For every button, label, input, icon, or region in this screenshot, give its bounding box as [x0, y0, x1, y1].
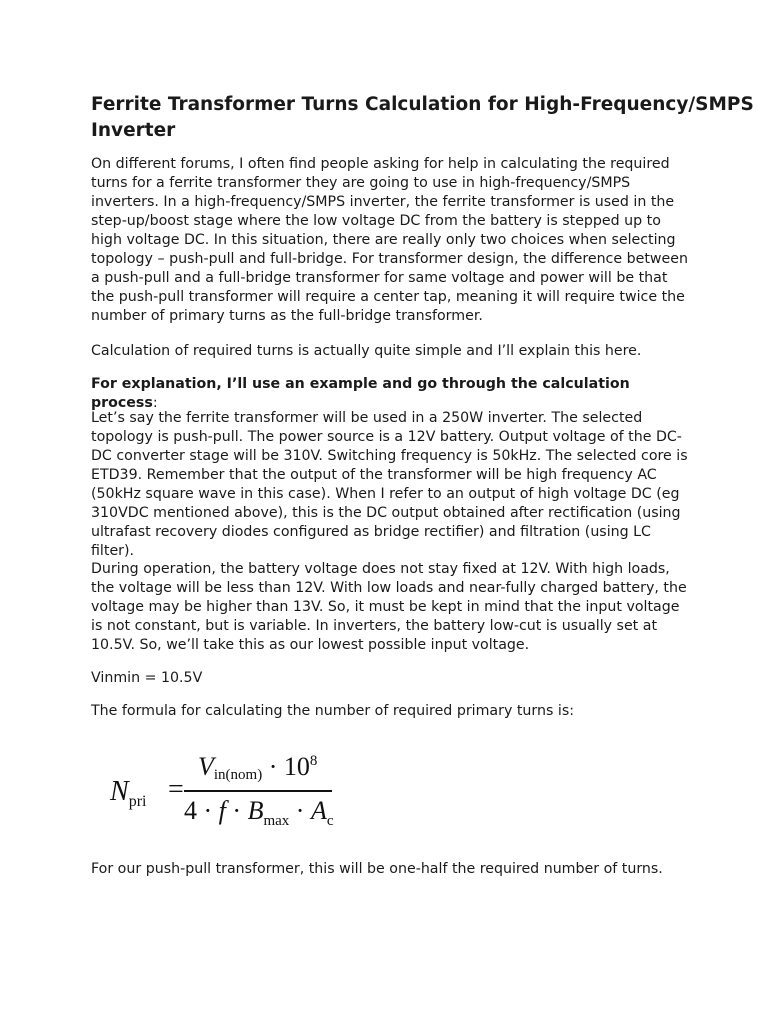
explanation-heading	[91, 375, 681, 413]
operation-paragraph	[91, 560, 687, 655]
text-line: filter).	[91, 543, 135, 559]
text-line: Calculation of required turns is actually quite simple and I’ll explain this here.	[91, 343, 642, 359]
title-line: Inverter	[91, 120, 176, 141]
vinmin-line	[91, 669, 681, 688]
text-line: Vinmin = 10.5V	[91, 670, 203, 686]
formula-denominator: $4 \cdot f \cdot B_{max} \cdot A_c$	[184, 796, 334, 829]
formula-intro	[91, 702, 681, 721]
text-line: For our push-pull transformer, this will be one-half the required number of turns.	[91, 861, 663, 877]
text-line: ultrafast recovery diodes configured as bridge rectifier) and filtration (using LC	[91, 524, 651, 540]
text-line: Let’s say the ferrite transformer will be used in a 250W inverter. The selected	[91, 410, 643, 426]
formula-equals: =	[168, 774, 184, 805]
text-line: turns for a ferrite transformer they are going to use in high-frequency/SMPS	[91, 175, 631, 191]
formula-numerator: $V_{in(nom)} \cdot 10^8$	[198, 752, 318, 783]
calculation-paragraph	[91, 342, 681, 361]
text-line: the push-pull transformer will require a center tap, meaning it will require twice the	[91, 289, 685, 305]
heading-line: For explanation, I’ll use an example and go through the calculation	[91, 376, 630, 392]
document-title	[91, 92, 754, 144]
text-line: number of primary turns as the full-bridge transformer.	[91, 308, 483, 324]
text-line: The formula for calculating the number of required primary turns is:	[91, 703, 574, 719]
heading-line: process	[91, 395, 153, 411]
text-line: topology is push-pull. The power source is a 12V battery. Output voltage of the DC-	[91, 429, 682, 445]
text-line: During operation, the battery voltage does not stay fixed at 12V. With high loads,	[91, 561, 670, 577]
text-line: is not constant, but is variable. In inverters, the battery low-cut is usually set at	[91, 618, 658, 634]
title-line: Ferrite Transformer Turns Calculation for High-Frequency/SMPS	[91, 94, 754, 115]
text-line: inverters. In a high-frequency/SMPS inverter, the ferrite transformer is used in the	[91, 194, 675, 210]
text-line: 310VDC mentioned above), this is the DC output obtained after rectification (using	[91, 505, 681, 521]
text-line: On different forums, I often find people asking for help in calculating the required	[91, 156, 670, 172]
text-line: (50kHz square wave in this case). When I refer to an output of high voltage DC (eg	[91, 486, 680, 502]
formula-lhs: $N_{pri}$	[110, 776, 147, 810]
text-line: ETD39. Remember that the output of the transformer will be high frequency AC	[91, 467, 657, 483]
text-line: high voltage DC. In this situation, there are really only two choices when selecting	[91, 232, 676, 248]
heading-suffix: :	[152, 395, 158, 411]
text-line: DC converter stage will be 310V. Switching frequency is 50kHz. The selected core is	[91, 448, 688, 464]
text-line: 10.5V. So, we’ll take this as our lowest possible input voltage.	[91, 637, 530, 653]
intro-paragraph	[91, 155, 688, 326]
turns-formula	[110, 752, 370, 832]
example-paragraph	[91, 409, 688, 561]
fraction-bar	[184, 790, 332, 792]
text-line: the voltage will be less than 12V. With low loads and near-fully charged battery, the	[91, 580, 687, 596]
text-line: topology – push-pull and full-bridge. For transformer design, the difference between	[91, 251, 688, 267]
text-line: step-up/boost stage where the low voltage DC from the battery is stepped up to	[91, 213, 661, 229]
closing-paragraph	[91, 860, 681, 879]
text-line: a push-pull and a full-bridge transformer for same voltage and power will be that	[91, 270, 668, 286]
text-line: voltage may be higher than 13V. So, it must be kept in mind that the input voltage	[91, 599, 680, 615]
